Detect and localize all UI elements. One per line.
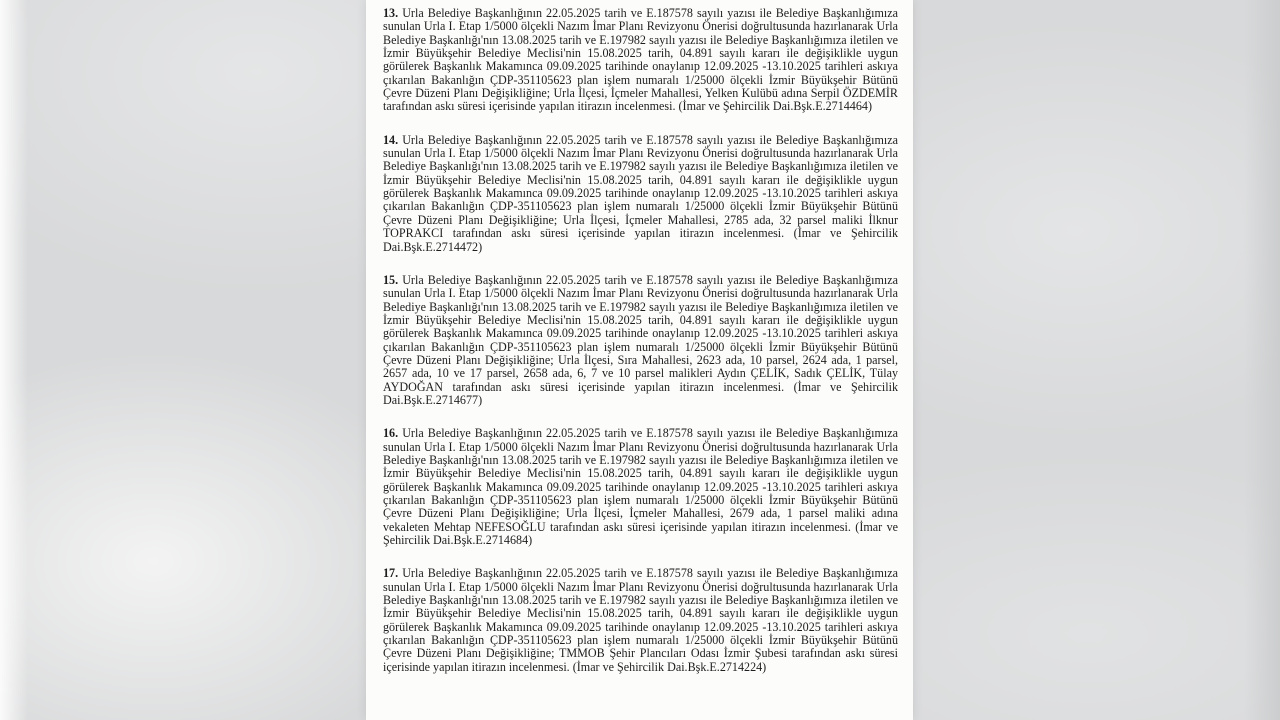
agenda-item-text: Urla Belediye Başkanlığının 22.05.2025 tarih ve E.187578 sayılı yazısı ile Belediye Başkanlığımıza sunulan Urla I. Etap 1/5000 ölçekli Nazım İmar Planı Revizyonu Önerisi doğrultusunda hazırlanarak Urla Belediye Başkanlığı'nın 13.08.2025 tarih ve E.197982 sayılı yazısı ile Belediye Başkanlığımıza iletilen ve İzmir Büyükşehir Belediye Meclisi'nin 15.08.2025 tarih, 04.891 sayılı kararı ile değişiklikle uygun görülerek Başkanlık Makamınca 09.09.2025 tarihinde onaylanıp 12.09.2025 -13.10.2025 tarihleri askıya çıkarılan Bakanlığın ÇDP-351105623 plan işlem numaralı 1/25000 ölçekli İzmir Büyükşehir Bütünü Çevre Düzeni Planı Değişikliğine; Urla İlçesi, Sıra Mahallesi, 2623 ada, 10 parsel, 2624 ada, 1 parsel, 2657 ada, 10 ve 17 parsel, 2658 ada, 6, 7 ve 10 parsel malikleri Aydın ÇELİK, Sadık ÇELİK, Tülay AYDOĞAN tarafından askı süresi içerisinde yapılan itirazın incelenmesi. (İmar ve Şehircilik Dai.Bşk.E.2714677) — [383, 272, 898, 407]
agenda-item-number: 14. — [383, 132, 399, 147]
agenda-item-13 — [383, 7, 898, 114]
agenda-item-number: 16. — [383, 426, 399, 441]
agenda-item-text: Urla Belediye Başkanlığının 22.05.2025 tarih ve E.187578 sayılı yazısı ile Belediye Başkanlığımıza sunulan Urla I. Etap 1/5000 ölçekli Nazım İmar Planı Revizyonu Önerisi doğrultusunda hazırlanarak Urla Belediye Başkanlığı'nın 13.08.2025 tarih ve E.197982 sayılı yazısı ile Belediye Başkanlığımıza iletilen ve İzmir Büyükşehir Belediye Meclisi'nin 15.08.2025 tarih, 04.891 sayılı kararı ile değişiklikle uygun görülerek Başkanlık Makamınca 09.09.2025 tarihinde onaylanıp 12.09.2025 -13.10.2025 tarihleri askıya çıkarılan Bakanlığın ÇDP-351105623 plan işlem numaralı 1/25000 ölçekli İzmir Büyükşehir Bütünü Çevre Düzeni Planı Değişikliğine; Urla İlçesi, İçmeler Mahallesi, 2785 ada, 32 parsel maliki İlknur TOPRAKCI tarafından askı süresi içerisinde yapılan itirazın incelenmesi. (İmar ve Şehircilik Dai.Bşk.E.2714472) — [383, 132, 898, 254]
agenda-item-17 — [383, 567, 898, 674]
agenda-item-number: 17. — [383, 566, 399, 581]
agenda-item-text: Urla Belediye Başkanlığının 22.05.2025 tarih ve E.187578 sayılı yazısı ile Belediye Başkanlığımıza sunulan Urla I. Etap 1/5000 ölçekli Nazım İmar Planı Revizyonu Önerisi doğrultusunda hazırlanarak Urla Belediye Başkanlığı'nın 13.08.2025 tarih ve E.197982 sayılı yazısı ile Belediye Başkanlığımıza iletilen ve İzmir Büyükşehir Belediye Meclisi'nin 15.08.2025 tarih, 04.891 sayılı kararı ile değişiklikle uygun görülerek Başkanlık Makamınca 09.09.2025 tarihinde onaylanıp 12.09.2025 -13.10.2025 tarihleri askıya çıkarılan Bakanlığın ÇDP-351105623 plan işlem numaralı 1/25000 ölçekli İzmir Büyükşehir Bütünü Çevre Düzeni Planı Değişikliğine; Urla İlçesi, İçmeler Mahallesi, 2679 ada, 1 parsel maliki adına vekaleten Mehtap NEFESOĞLU tarafından askı süresi içerisinde yapılan itirazın incelenmesi. (İmar ve Şehircilik Dai.Bşk.E.2714684) — [383, 426, 898, 548]
agenda-text-block — [383, 7, 898, 674]
agenda-item-text: Urla Belediye Başkanlığının 22.05.2025 tarih ve E.187578 sayılı yazısı ile Belediye Başkanlığımıza sunulan Urla I. Etap 1/5000 ölçekli Nazım İmar Planı Revizyonu Önerisi doğrultusunda hazırlanarak Urla Belediye Başkanlığı'nın 13.08.2025 tarih ve E.197982 sayılı yazısı ile Belediye Başkanlığımıza iletilen ve İzmir Büyükşehir Belediye Meclisi'nin 15.08.2025 tarih, 04.891 sayılı kararı ile değişiklikle uygun görülerek Başkanlık Makamınca 09.09.2025 tarihinde onaylanıp 12.09.2025 -13.10.2025 tarihleri askıya çıkarılan Bakanlığın ÇDP-351105623 plan işlem numaralı 1/25000 ölçekli İzmir Büyükşehir Bütünü Çevre Düzeni Planı Değişikliğine; TMMOB Şehir Plancıları Odası İzmir Şubesi tarafından askı süresi içerisinde yapılan itirazın incelenmesi. (İmar ve Şehircilik Dai.Bşk.E.2714224) — [383, 566, 898, 674]
agenda-item-14 — [383, 134, 898, 254]
agenda-item-number: 13. — [383, 6, 399, 20]
document-page — [366, 0, 913, 720]
agenda-item-16 — [383, 427, 898, 547]
agenda-item-number: 15. — [383, 272, 399, 287]
agenda-item-text: Urla Belediye Başkanlığının 22.05.2025 tarih ve E.187578 sayılı yazısı ile Belediye Başkanlığımıza sunulan Urla I. Etap 1/5000 ölçekli Nazım İmar Planı Revizyonu Önerisi doğrultusunda hazırlanarak Urla Belediye Başkanlığı'nın 13.08.2025 tarih ve E.197982 sayılı yazısı ile Belediye Başkanlığımıza iletilen ve İzmir Büyükşehir Belediye Meclisi'nin 15.08.2025 tarih, 04.891 sayılı kararı ile değişiklikle uygun görülerek Başkanlık Makamınca 09.09.2025 tarihinde onaylanıp 12.09.2025 -13.10.2025 tarihleri askıya çıkarılan Bakanlığın ÇDP-351105623 plan işlem numaralı 1/25000 ölçekli İzmir Büyükşehir Bütünü Çevre Düzeni Planı Değişikliğine; Urla İlçesi, İçmeler Mahallesi, Yelken Kulübü adına Serpil ÖZDEMİR tarafından askı süresi içerisinde yapılan itirazın incelenmesi. (İmar ve Şehircilik Dai.Bşk.E.2714464) — [383, 6, 898, 114]
agenda-item-15 — [383, 274, 898, 407]
